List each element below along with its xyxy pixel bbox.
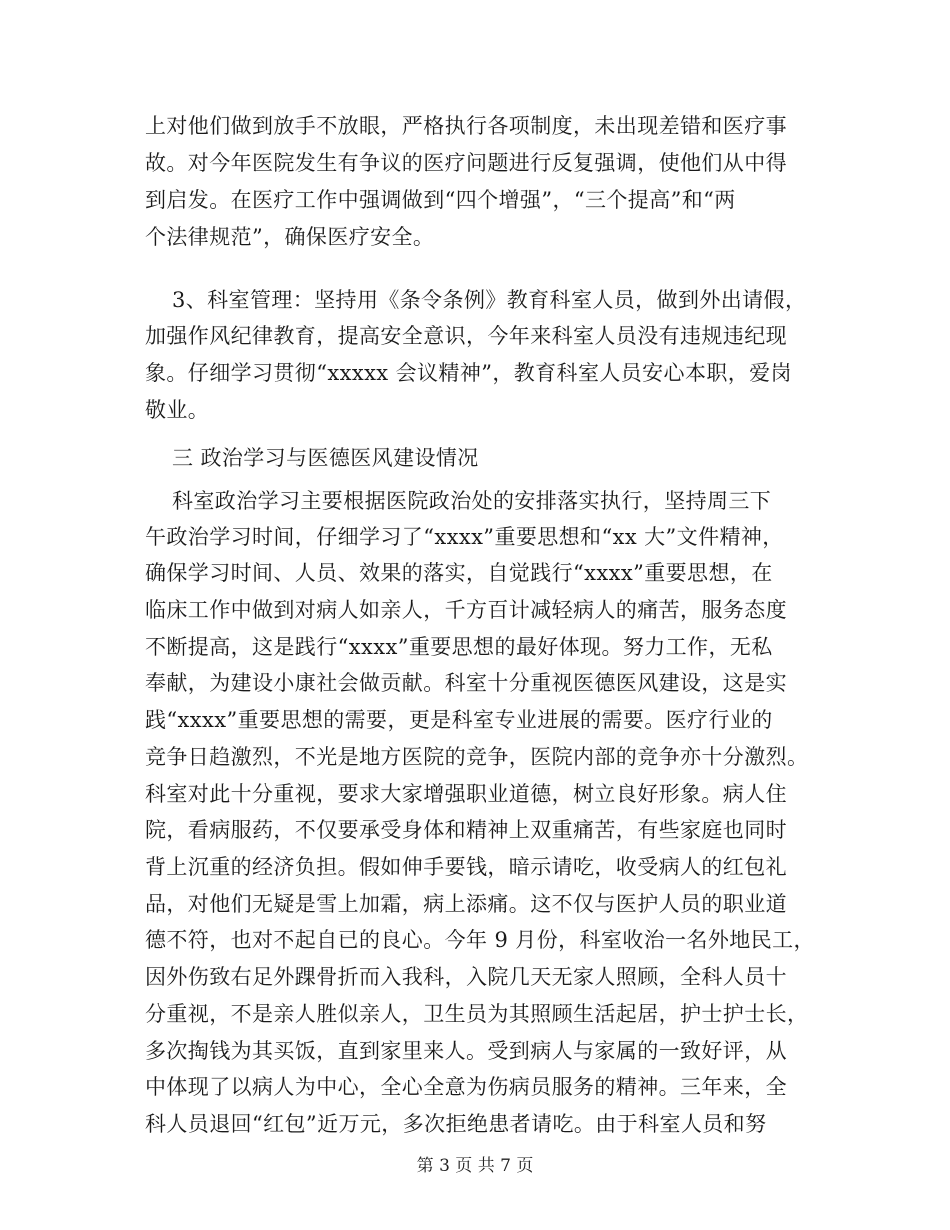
page-number-footer: 第 3 页 共 7 页 [416, 1156, 534, 1176]
paragraph-line: 竞争日趋激烈，不光是地方医院的竞争，医院内部的竞争亦十分激烈。 [145, 745, 809, 769]
paragraph-line: 临床工作中做到对病人如亲人，千方百计减轻病人的痛苦，服务态度 [145, 598, 787, 622]
paragraph-line: 确保学习时间、人员、效果的落实，自觉践行“xxxx”重要思想，在 [145, 561, 773, 585]
paragraph-line: 品，对他们无疑是雪上加霜，病上添痛。这不仅与医护人员的职业道 [145, 892, 787, 916]
section-heading-management: 3、科室管理：坚持用《条令条例》教育科室人员，做到外出请假， [172, 288, 807, 312]
paragraph-line: 院，看病服药，不仅要承受身体和精神上双重痛苦，有些家庭也同时 [145, 818, 787, 842]
paragraph-line: 多次掏钱为其买饭，直到家里来人。受到病人与家属的一致好评，从 [145, 1039, 787, 1063]
paragraph-line: 上对他们做到放手不放眼，严格执行各项制度，未出现差错和医疗事 [145, 114, 787, 138]
paragraph-line: 象。仔细学习贯彻“xxxxx 会议精神”，教育科室人员安心本职，爱岗 [145, 361, 792, 385]
paragraph-line: 背上沉重的经济负担。假如伸手要钱，暗示请吃，收受病人的红包礼 [145, 855, 787, 879]
paragraph-line: 德不符，也对不起自已的良心。今年 9 月份，科室收治一名外地民工， [145, 928, 815, 952]
paragraph-line: 践“xxxx”重要思想的需要，更是科室专业进展的需要。医疗行业的 [145, 708, 773, 732]
paragraph-line: 科室对此十分重视，要求大家增强职业道德，树立良好形象。病人住 [145, 782, 787, 806]
paragraph-line: 中体现了以病人为中心，全心全意为伤病员服务的精神。三年来，全 [145, 1075, 787, 1099]
paragraph-line: 个法律规范”，确保医疗安全。 [145, 225, 435, 249]
paragraph-line: 分重视，不是亲人胜似亲人，卫生员为其照顾生活起居，护士护士长， [145, 1002, 809, 1026]
paragraph-line: 科人员退回“红包”近万元，多次拒绝患者请吃。由于科室人员和努 [145, 1112, 767, 1136]
paragraph-line: 奉献，为建设小康社会做贡献。科室十分重视医德医风建设，这是实 [145, 671, 787, 695]
section-heading-politics: 三 政治学习与医德医风建设情况 [172, 446, 479, 470]
paragraph-line: 加强作风纪律教育，提高安全意识，今年来科室人员没有违规违纪现 [145, 324, 787, 348]
paragraph-line: 午政治学习时间，仔细学习了“xxxx”重要思想和“xx 大”文件精神， [145, 525, 784, 549]
paragraph-line: 敬业。 [145, 398, 210, 422]
paragraph-line: 科室政治学习主要根据医院政治处的安排落实执行，坚持周三下 [172, 489, 772, 513]
paragraph-line: 故。对今年医院发生有争议的医疗问题进行反复强调，使他们从中得 [145, 151, 787, 175]
paragraph-line: 到启发。在医疗工作中强调做到“四个增强”，“三个提高”和“两 [145, 188, 736, 212]
paragraph-line: 不断提高，这是践行“xxxx”重要思想的最好体现。努力工作，无私 [145, 635, 773, 659]
paragraph-line: 因外伤致右足外踝骨折而入我科，入院几天无家人照顾，全科人员十 [145, 965, 787, 989]
